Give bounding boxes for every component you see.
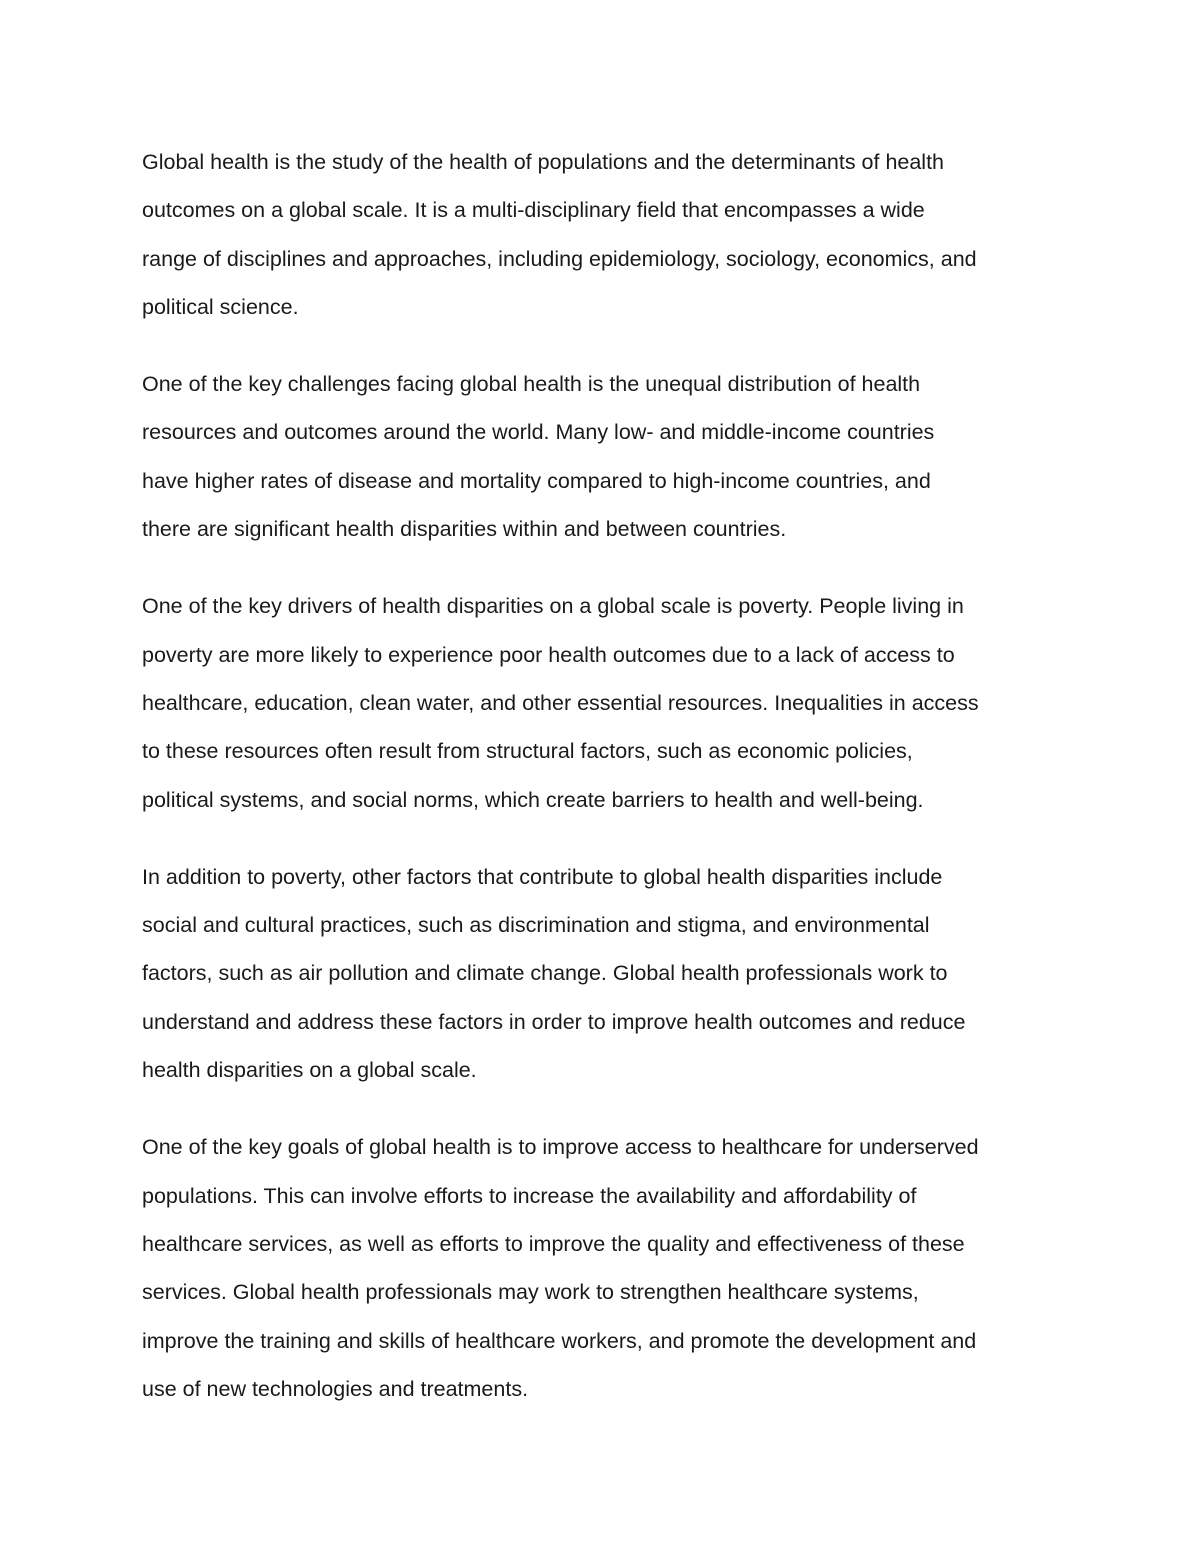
text-line: services. Global health professionals may work to strengthen healthcare systems, xyxy=(142,1280,919,1305)
paragraph-4 xyxy=(142,853,1072,1094)
text-line: political systems, and social norms, which create barriers to health and well-being. xyxy=(142,787,924,812)
paragraph-5 xyxy=(142,1123,1072,1413)
text-line: One of the key goals of global health is to improve access to healthcare for underserved xyxy=(142,1135,979,1160)
text-line: to these resources often result from structural factors, such as economic policies, xyxy=(142,739,913,764)
text-line: resources and outcomes around the world. Many low- and middle-income countries xyxy=(142,420,935,445)
text-line: have higher rates of disease and mortality compared to high-income countries, and xyxy=(142,468,931,493)
document-body xyxy=(142,138,1072,1442)
text-line: range of disciplines and approaches, including epidemiology, sociology, economics, and xyxy=(142,246,977,271)
paragraph-2 xyxy=(142,360,1072,553)
text-line: One of the key challenges facing global health is the unequal distribution of health xyxy=(142,372,921,397)
text-line: social and cultural practices, such as discrimination and stigma, and environmental xyxy=(142,913,930,938)
text-line: healthcare services, as well as efforts to improve the quality and effectiveness of these xyxy=(142,1231,965,1256)
text-line: understand and address these factors in order to improve health outcomes and reduce xyxy=(142,1009,966,1034)
text-line: In addition to poverty, other factors that contribute to global health disparities include xyxy=(142,864,943,889)
text-line: improve the training and skills of healthcare workers, and promote the development and xyxy=(142,1328,977,1353)
text-line: populations. This can involve efforts to increase the availability and affordability of xyxy=(142,1183,917,1208)
paragraph-3 xyxy=(142,582,1072,823)
text-line: outcomes on a global scale. It is a multi-disciplinary field that encompasses a wide xyxy=(142,198,925,223)
text-line: use of new technologies and treatments. xyxy=(142,1376,529,1401)
text-line: political science. xyxy=(142,294,299,319)
text-line: Global health is the study of the health of populations and the determinants of health xyxy=(142,150,945,174)
text-line: health disparities on a global scale. xyxy=(142,1058,477,1083)
text-line: factors, such as air pollution and climate change. Global health professionals work to xyxy=(142,961,948,986)
text-line: there are significant health disparities within and between countries. xyxy=(142,517,787,542)
text-line: One of the key drivers of health disparities on a global scale is poverty. People living in xyxy=(142,594,964,619)
text-line: healthcare, education, clean water, and other essential resources. Inequalities in access xyxy=(142,690,979,715)
paragraph-1 xyxy=(142,138,1072,331)
text-line: poverty are more likely to experience poor health outcomes due to a lack of access to xyxy=(142,642,955,667)
